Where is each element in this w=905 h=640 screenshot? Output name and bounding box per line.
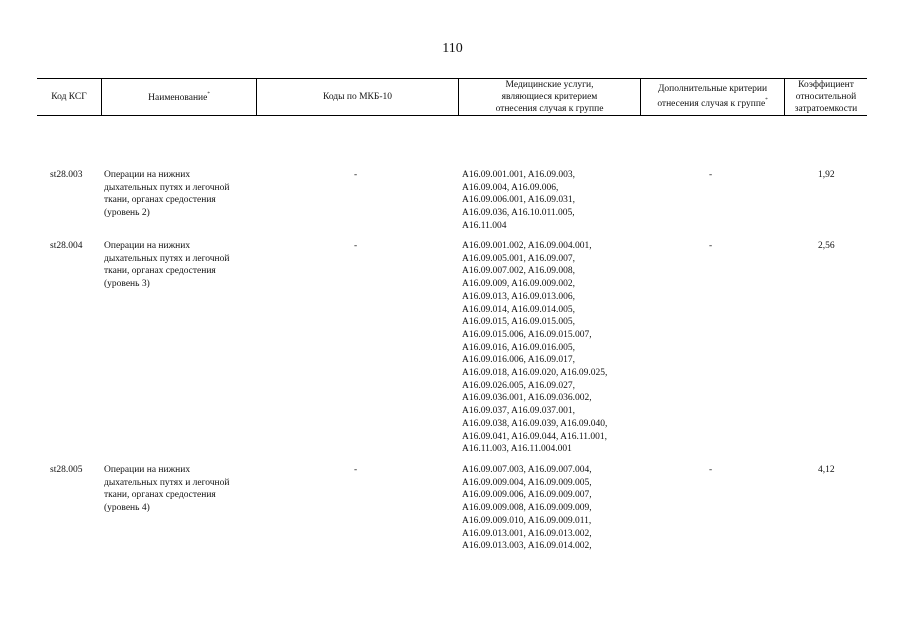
header-coef-line: Коэффициент bbox=[798, 79, 854, 90]
row-services bbox=[462, 169, 647, 233]
service-line: A16.09.015, A16.09.015.005, bbox=[462, 317, 575, 328]
header-services-line: являющиеся критерием bbox=[501, 91, 598, 102]
header-code bbox=[37, 78, 101, 115]
row-name-line: дыхательных путях и легочной bbox=[104, 253, 230, 264]
header-coef bbox=[785, 78, 867, 115]
row-mkb: - bbox=[354, 170, 358, 180]
service-line: A16.09.001.001, A16.09.003, bbox=[462, 170, 575, 180]
footnote-mark: * bbox=[765, 98, 768, 103]
footnote-mark: * bbox=[207, 92, 210, 97]
service-line: A16.09.001.002, A16.09.004.001, bbox=[462, 241, 592, 251]
header-services-line: Медицинские услуги, bbox=[505, 79, 594, 90]
row-additional: - bbox=[709, 170, 713, 180]
service-line: A16.09.013.001, A16.09.013.002, bbox=[462, 528, 592, 539]
service-line: A16.09.005.001, A16.09.007, bbox=[462, 253, 575, 264]
service-line: A16.09.015.006, A16.09.015.007, bbox=[462, 329, 592, 340]
row-mkb: - bbox=[354, 465, 358, 475]
row-name-line: (уровень 2) bbox=[104, 208, 150, 219]
row-name bbox=[104, 240, 254, 291]
row-coef: 2,56 bbox=[818, 241, 835, 251]
service-line: A16.09.004, A16.09.006, bbox=[462, 182, 559, 193]
row-name-line: ткани, органах средостения bbox=[104, 195, 216, 206]
row-code: st28.003 bbox=[50, 170, 83, 180]
header-additional bbox=[641, 78, 784, 115]
row-additional: - bbox=[709, 241, 713, 251]
header-mkb bbox=[257, 78, 458, 115]
service-line: A16.09.037, A16.09.037.001, bbox=[462, 406, 575, 417]
row-coef: 1,92 bbox=[818, 170, 835, 180]
header-services-line: отнесения случая к группе bbox=[495, 103, 604, 114]
row-name-line: дыхательных путях и легочной bbox=[104, 477, 230, 488]
service-line: A16.09.036.001, A16.09.036.002, bbox=[462, 393, 592, 404]
row-name-line: Операции на нижних bbox=[104, 241, 191, 251]
row-name bbox=[104, 464, 254, 515]
row-name-line: дыхательных путях и легочной bbox=[104, 182, 230, 193]
header-code-text: Код КСГ bbox=[51, 91, 87, 102]
service-line: A16.09.007.002, A16.09.008, bbox=[462, 266, 575, 277]
header-name bbox=[102, 78, 256, 115]
service-line: A16.09.041, A16.09.044, A16.11.001, bbox=[462, 431, 608, 442]
service-line: A16.09.026.005, A16.09.027, bbox=[462, 380, 575, 391]
service-line: A16.09.018, A16.09.020, A16.09.025, bbox=[462, 368, 608, 379]
row-code: st28.005 bbox=[50, 465, 83, 475]
row-name-line: ткани, органах средостения bbox=[104, 266, 216, 277]
header-name-text: Наименование bbox=[148, 93, 208, 103]
service-line: A16.09.016.006, A16.09.017, bbox=[462, 355, 575, 366]
service-line: A16.09.014, A16.09.014.005, bbox=[462, 304, 575, 315]
header-additional-line: Дополнительные критерии bbox=[657, 84, 768, 94]
header-additional-line: отнесения случая к группе bbox=[657, 99, 766, 109]
row-name-line: (уровень 3) bbox=[104, 279, 150, 290]
service-line: A16.09.013, A16.09.013.006, bbox=[462, 291, 575, 302]
row-name-line: (уровень 4) bbox=[104, 503, 150, 514]
row-name-line: Операции на нижних bbox=[104, 170, 191, 180]
row-services bbox=[462, 464, 647, 553]
service-line: A16.09.009.006, A16.09.009.007, bbox=[462, 490, 592, 501]
service-line: A16.09.016, A16.09.016.005, bbox=[462, 342, 575, 353]
row-coef: 4,12 bbox=[818, 465, 835, 475]
service-line: A16.11.003, A16.11.004.001 bbox=[462, 444, 572, 455]
header-mkb-text: Коды по МКБ-10 bbox=[322, 91, 393, 102]
page-number: 110 bbox=[442, 41, 463, 56]
row-services bbox=[462, 240, 647, 456]
service-line: A16.09.036, A16.10.011.005, bbox=[462, 208, 575, 219]
header-bottom-border bbox=[37, 115, 867, 116]
service-line: A16.09.007.003, A16.09.007.004, bbox=[462, 465, 592, 475]
row-additional: - bbox=[709, 465, 713, 475]
row-name bbox=[104, 169, 254, 220]
row-code: st28.004 bbox=[50, 241, 83, 251]
service-line: A16.11.004 bbox=[462, 220, 507, 231]
row-mkb: - bbox=[354, 241, 358, 251]
service-line: A16.09.009.008, A16.09.009.009, bbox=[462, 503, 592, 514]
header-coef-line: затратоемкости bbox=[794, 103, 858, 114]
header-coef-line: относительной bbox=[795, 91, 857, 102]
service-line: A16.09.038, A16.09.039, A16.09.040, bbox=[462, 418, 608, 429]
row-name-line: ткани, органах средостения bbox=[104, 490, 216, 501]
header-services bbox=[459, 78, 640, 115]
service-line: A16.09.009.010, A16.09.009.011, bbox=[462, 515, 592, 526]
service-line: A16.09.009.004, A16.09.009.005, bbox=[462, 477, 592, 488]
row-name-line: Операции на нижних bbox=[104, 465, 191, 475]
service-line: A16.09.006.001, A16.09.031, bbox=[462, 195, 575, 206]
service-line: A16.09.009, A16.09.009.002, bbox=[462, 279, 575, 290]
service-line: A16.09.013.003, A16.09.014.002, bbox=[462, 541, 592, 552]
